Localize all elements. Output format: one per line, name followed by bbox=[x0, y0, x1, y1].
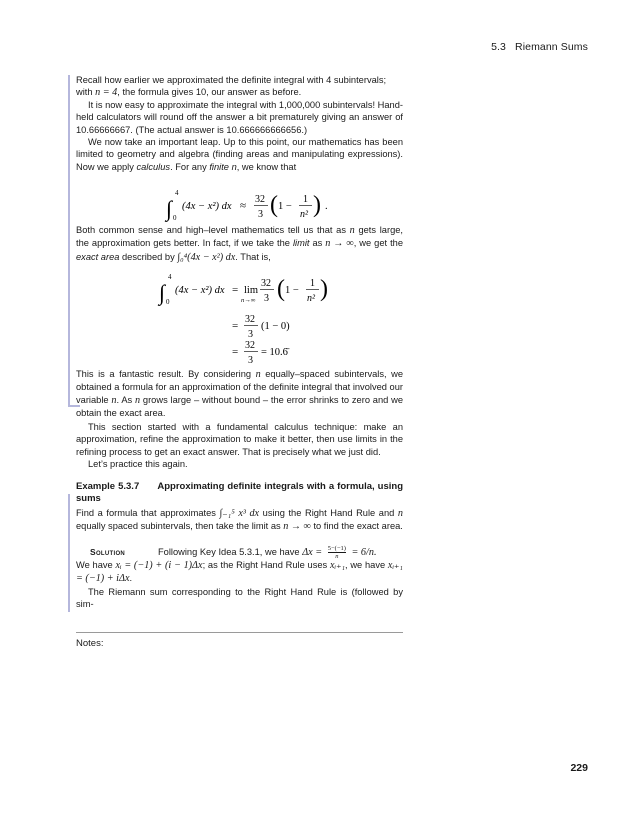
one-minus: 1 − bbox=[285, 285, 299, 296]
paren-close: ) bbox=[320, 276, 328, 302]
equals-1: = bbox=[232, 284, 239, 296]
frac-den: 3 bbox=[258, 209, 263, 220]
one-minus-zero: (1 − 0) bbox=[261, 321, 290, 332]
section-number: 5.3 bbox=[491, 41, 506, 53]
margin-change-bar bbox=[68, 75, 70, 407]
inner-num: 1 bbox=[303, 194, 308, 205]
paren-close: ) bbox=[313, 192, 321, 218]
margin-change-bar-example bbox=[68, 494, 70, 612]
section-title: Riemann Sums bbox=[515, 41, 588, 53]
paragraph-million: It is now easy to approximate the integral with 1,000,000 subintervals! Hand-held calculators will round off the answer a bit prematurely giving an answer of 10.66666667. (The actual answer is 10.666666666656.) bbox=[76, 100, 403, 135]
inner-den: n² bbox=[300, 209, 308, 220]
notes-label: Notes: bbox=[76, 638, 104, 649]
solution-label: Solution bbox=[90, 547, 126, 557]
example-label: Example 5.3.7 bbox=[76, 481, 140, 492]
paragraph-recall: Recall how earlier we approximated the definite integral with 4 subintervals; with n = 4, the formula gives 10, our answer as before. bbox=[76, 75, 387, 99]
period: . bbox=[325, 201, 328, 212]
frac-den-2: 3 bbox=[248, 329, 253, 340]
frac-num-2: 32 bbox=[245, 314, 255, 325]
integral-upper: 4 bbox=[175, 189, 179, 197]
example-block: Example 5.3.7 Approximating definite integrals with a formula, using sums Find a formula that approximates ∫₋₁⁵ x³ dx using the Right Hand Rule and n equally spaced subintervals, then take the limit as n → ∞ to find the exact area. bbox=[76, 481, 403, 532]
integral-upper: 4 bbox=[168, 273, 172, 281]
frac-num: 32 bbox=[255, 194, 265, 205]
paragraph-technique: This section started with a fundamental calculus technique: make an approximation, refine the approximation to make it better, then use limits in the refining process to get an exact answer. That is precisely what we just did. Let’s practice this again. bbox=[76, 422, 403, 469]
lim-sub: n→∞ bbox=[241, 297, 256, 304]
equation-approximation bbox=[160, 182, 340, 226]
equals-3: = bbox=[232, 346, 239, 358]
inner-den: n² bbox=[307, 293, 315, 304]
inner-num: 1 bbox=[310, 278, 315, 289]
integral-sign: ∫ bbox=[159, 280, 166, 305]
integral-sign: ∫ bbox=[166, 196, 173, 221]
integrand: (4x − x²) dx bbox=[175, 285, 225, 296]
paren-open: ( bbox=[277, 276, 285, 302]
equals-2: = bbox=[232, 320, 239, 332]
result-value: = 10.6̄ bbox=[261, 347, 288, 358]
running-header bbox=[491, 41, 588, 53]
integral-lower: 0 bbox=[173, 214, 177, 222]
paragraph-leap: We now take an important leap. Up to this point, our mathematics has been limited to geometry and algebra (finding areas and manipulating expressions). Now we apply calculus. For any finite n, we know that bbox=[76, 137, 403, 172]
one-minus: 1 − bbox=[278, 201, 292, 212]
paren-open: ( bbox=[270, 192, 278, 218]
approx-sign: ≈ bbox=[240, 200, 247, 212]
equation-limit bbox=[155, 266, 345, 364]
frac-den-3: 3 bbox=[248, 355, 253, 364]
frac-den-1: 3 bbox=[264, 293, 269, 304]
notes-rule bbox=[76, 632, 403, 633]
example-title: Approximating definite integrals with a formula, using sums bbox=[76, 481, 403, 505]
delta-x-fraction: $\frac{5-(-1)}{n}$ bbox=[327, 545, 346, 560]
integral-lower: 0 bbox=[166, 298, 170, 306]
paragraph-limit: Both common sense and high–level mathematics tell us that as n gets large, the approximation gets better. In fact, if we take the limit as n → ∞, we get the exact area described by ∫₀⁴(4x − x²) dx. That is, bbox=[76, 225, 403, 263]
paragraph-fantastic: This is a fantastic result. By considering n equally–spaced subintervals, we obtained a formula for an approximation of the definite integral that involved our variable n. As n grows large – without bound – the error shrinks to zero and we obtain the exact area. bbox=[76, 369, 404, 418]
frac-num-1: 32 bbox=[261, 278, 271, 289]
solution-block: Solution Following Key Idea 5.3.1, we have Δx = $\frac{5-(-1)}{n}$ = 6/n. We have xᵢ = (−1) + (i − 1)Δx; as the Right Hand Rule uses xᵢ₊₁, we have xᵢ₊₁ = (−1) + iΔx. The Riemann sum corresponding to the Right Hand Rule is (followed by sim- bbox=[76, 545, 403, 609]
frac-num-3: 32 bbox=[245, 340, 255, 351]
integrand: (4x − x²) dx bbox=[182, 201, 232, 212]
lim-word: lim bbox=[244, 285, 259, 296]
page-number: 229 bbox=[570, 762, 588, 774]
